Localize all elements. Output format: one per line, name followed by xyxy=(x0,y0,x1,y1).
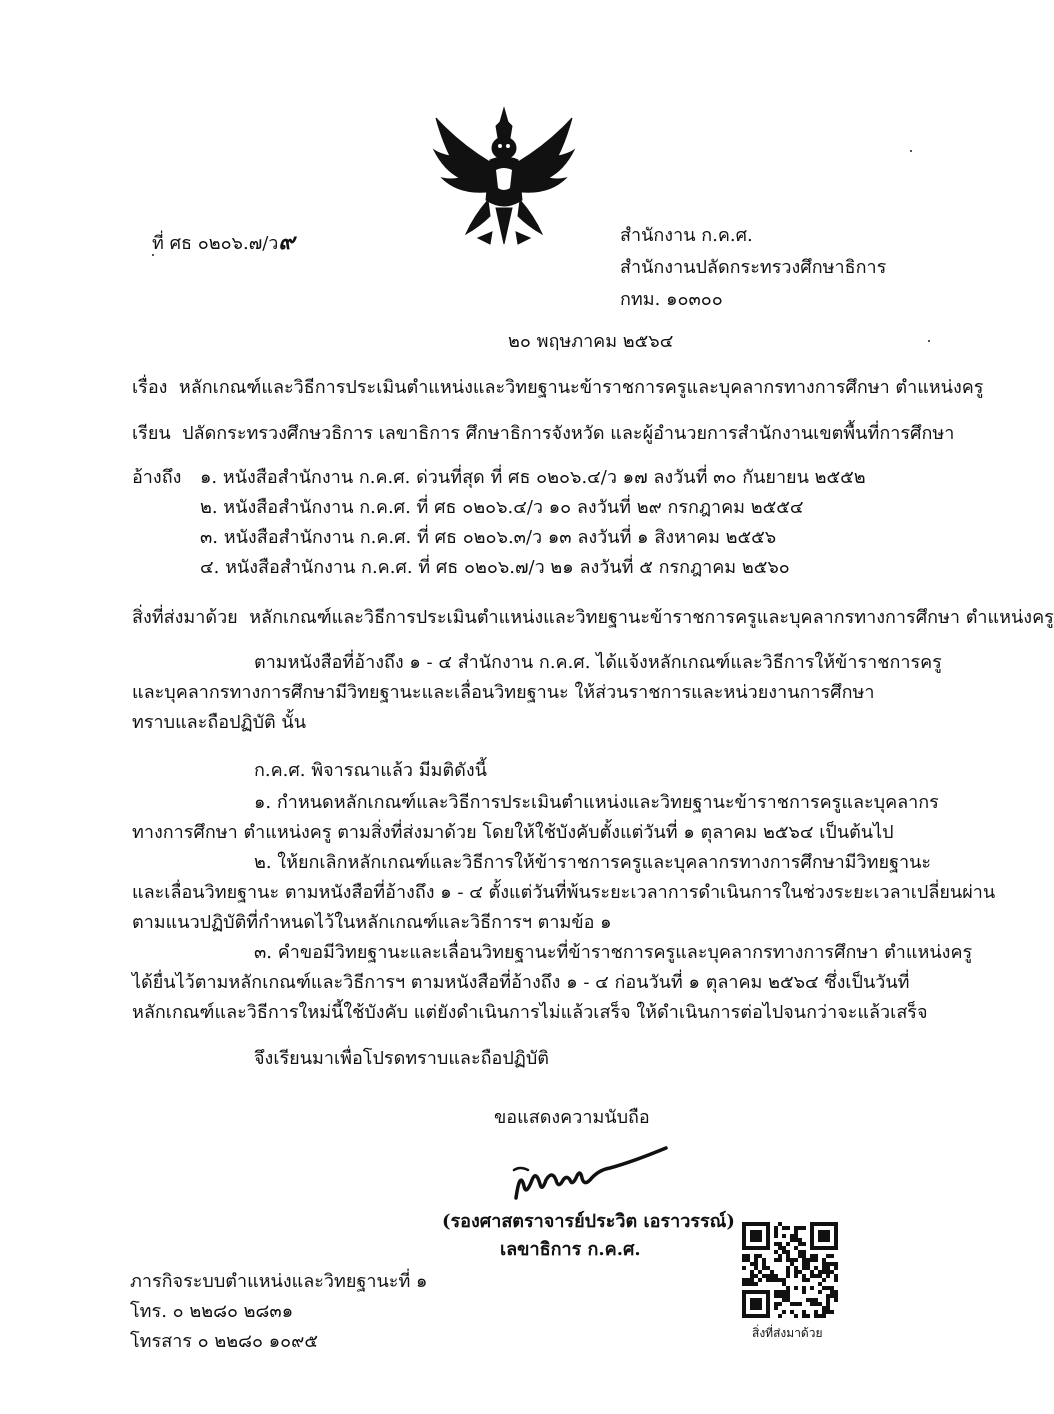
reference-item: ๑. หนังสือสำนักงาน ก.ค.ศ. ด่วนที่สุด ที่ ศธ ๐๒๐๖.๔/ว ๑๗ ลงวันที่ ๓๐ กันยายน ๒๕๕๒ xyxy=(200,467,866,488)
reference-item: ๒. หนังสือสำนักงาน ก.ค.ศ. ที่ ศธ ๐๒๐๖.๔/ว ๑๐ ลงวันที่ ๒๙ กรกฎาคม ๒๕๕๔ xyxy=(200,497,804,518)
scan-speck xyxy=(910,150,912,152)
signer-name: (รองศาสตราจารย์ประวิต เอราวรรณ์) xyxy=(442,1211,735,1232)
body-paragraph-resolution-3: ๓. คำขอมีวิทยฐานะและเลื่อนวิทยฐานะที่ข้าราชการครูและบุคลากรทางการศึกษา ตำแหน่งครู ได้ยื่นไว้ตามหลักเกณฑ์และวิธีการฯ ตามหนังสือที่อ้างถึง ๑ - ๔ ก่อนวันที่ ๑ ตุลาคม ๒๕๖๔ ซึ่งเป็นวันที่ หลักเกณฑ์และวิธีการใหม่นี้ใช้บังคับ แต่ยังดำเนินการไม่แล้วเสร็จ ให้ดำเนินการต่อไปจนกว่าจะแล้วเสร็จ xyxy=(132,942,973,1023)
enclosure-label: สิ่งที่ส่งมาด้วย xyxy=(132,607,238,628)
reference-item: ๔. หนังสือสำนักงาน ก.ค.ศ. ที่ ศธ ๐๒๐๖.๗/ว ๒๑ ลงวันที่ ๕ กรกฎาคม ๒๕๖๐ xyxy=(200,557,790,578)
recipient-label: เรียน xyxy=(132,423,171,444)
qr-code-icon[interactable] xyxy=(742,1222,838,1318)
recipient-line xyxy=(132,422,954,446)
signature-icon xyxy=(506,1140,676,1204)
references-list xyxy=(200,466,866,586)
subject-text: หลักเกณฑ์และวิธีการประเมินตำแหน่งและวิทยฐานะข้าราชการครูและบุคลากรทางการศึกษา ตำแหน่งครู xyxy=(178,377,984,398)
body-paragraph-1: ตามหนังสือที่อ้างถึง ๑ - ๔ สำนักงาน ก.ค.ศ. ได้แจ้งหลักเกณฑ์และวิธีการให้ข้าราชการครู และบุคลากรทางการศึกษามีวิทยฐานะและเลื่อนวิทยฐานะ ให้ส่วนราชการและหน่วยงานการศึกษา ทราบและถือปฏิบัติ นั้น xyxy=(132,652,942,733)
subject-label: เรื่อง xyxy=(132,377,168,398)
sender-office: สำนักงาน ก.ค.ศ. xyxy=(620,225,753,246)
scan-speck xyxy=(152,254,154,256)
recipient-text: ปลัดกระทรวงศึกษวธิการ เลขาธิการ ศึกษาธิการจังหวัด และผู้อำนวยการสำนักงานเขตพื้นที่การศึกษา xyxy=(182,423,955,444)
handwritten-number: ๙ xyxy=(278,229,295,255)
closing-salutation: ขอแสดงความนับถือ xyxy=(494,1107,650,1128)
garuda-emblem-icon xyxy=(430,104,578,252)
body-paragraph-resolution-2: ๒. ให้ยกเลิกหลักเกณฑ์และวิธีการให้ข้าราชการครูและบุคลากรทางการศึกษามีวิทยฐานะ และเลื่อนวิทยฐานะ ตามหนังสือที่อ้างถึง ๑ - ๔ ตั้งแต่วันที่พ้นระยะเวลาการดำเนินการในช่วงระยะเวลาเปลี่ยนผ่าน ตามแนวปฏิบัติที่กำหนดไว้ในหลักเกณฑ์และวิธีการฯ ตามข้อ ๑ xyxy=(132,852,996,933)
contact-unit: ภารกิจระบบตำแหน่งและวิทยฐานะที่ ๑ xyxy=(130,1271,428,1292)
contact-phone: โทร. ๐ ๒๒๘๐ ๒๘๓๑ xyxy=(130,1301,294,1322)
scan-speck xyxy=(928,340,930,342)
reference-item: ๓. หนังสือสำนักงาน ก.ค.ศ. ที่ ศธ ๐๒๐๖.๓/ว ๑๓ ลงวันที่ ๑ สิงหาคม ๒๕๕๖ xyxy=(200,527,777,548)
closing-paragraph: จึงเรียนมาเพื่อโปรดทราบและถือปฏิบัติ xyxy=(254,1048,549,1069)
contact-fax: โทรสาร ๐ ๒๒๘๐ ๑๐๙๕ xyxy=(130,1331,318,1352)
sender-postcode: กทม. ๑๐๓๐๐ xyxy=(620,289,723,310)
enclosure-line xyxy=(132,606,1054,630)
qr-caption: สิ่งที่ส่งมาด้วย xyxy=(752,1326,823,1340)
document-date: ๒๐ พฤษภาคม ๒๕๖๔ xyxy=(508,331,674,352)
document-number: ที่ ศธ ๐๒๐๖.๗/ว๙ xyxy=(152,229,295,255)
body-paragraph-resolution-1: ๑. กำหนดหลักเกณฑ์และวิธีการประเมินตำแหน่งและวิทยฐานะข้าราชการครูและบุคลากร ทางการศึกษา ตำแหน่งครู ตามสิ่งที่ส่งมาด้วย โดยให้ใช้บังคับตั้งแต่วันที่ ๑ ตุลาคม ๒๕๖๔ เป็นต้นไป xyxy=(132,792,939,843)
signer-title: เลขาธิการ ก.ค.ศ. xyxy=(500,1239,641,1260)
sender-ministry: สำนักงานปลัดกระทรวงศึกษาธิการ xyxy=(620,257,887,278)
references-label: อ้างถึง xyxy=(132,467,182,488)
enclosure-text: หลักเกณฑ์และวิธีการประเมินตำแหน่งและวิทยฐานะข้าราชการครูและบุคลากรทางการศึกษา ตำแหน่งครู xyxy=(249,607,1054,628)
body-paragraph-2: ก.ค.ศ. พิจารณาแล้ว มีมติดังนี้ xyxy=(254,760,487,781)
subject-line xyxy=(132,376,983,400)
